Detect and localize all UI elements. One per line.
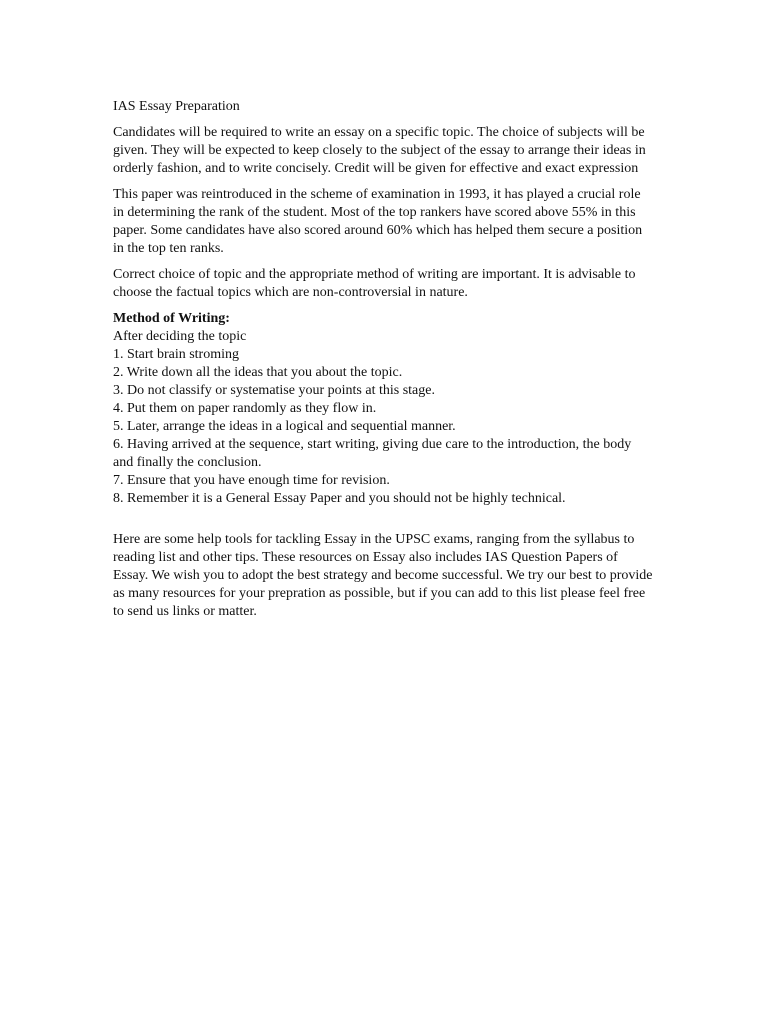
method-step: 2. Write down all the ideas that you about the topic. bbox=[113, 365, 403, 380]
method-step: 6. Having arrived at the sequence, start writing, giving due care to the introduction, the body and finally the conclusion. bbox=[113, 437, 632, 470]
method-heading: Method of Writing: bbox=[113, 311, 230, 326]
method-step: 8. Remember it is a General Essay Paper and you should not be highly technical. bbox=[113, 491, 566, 506]
method-step: 3. Do not classify or systematise your points at this stage. bbox=[113, 383, 435, 398]
document-page bbox=[113, 98, 653, 629]
paragraph-help-tools: Here are some help tools for tackling Essay in the UPSC exams, ranging from the syllabus to reading list and other tips. These resources on Essay also includes IAS Question Papers of Essay. We wish you to adopt the best strategy and become successful. We try our best to provide as many resources for your prepration as possible, but if you can add to this list please feel free to send us links or matter. bbox=[113, 532, 653, 619]
method-step: 4. Put them on paper randomly as they flow in. bbox=[113, 401, 377, 416]
method-step: 1. Start brain stroming bbox=[113, 347, 239, 362]
document-title: IAS Essay Preparation bbox=[113, 99, 240, 114]
paragraph-paper-history: This paper was reintroduced in the scheme of examination in 1993, it has played a crucial role in determining the rank of the student. Most of the top rankers have scored above 55% in this paper. Some candidates have also scored around 60% which has helped them secure a position in the top ten ranks. bbox=[113, 187, 643, 256]
method-step: 7. Ensure that you have enough time for revision. bbox=[113, 473, 390, 488]
method-intro: After deciding the topic bbox=[113, 329, 247, 344]
paragraph-topic-choice: Correct choice of topic and the appropriate method of writing are important. It is advisable to choose the factual topics which are non-controversial in nature. bbox=[113, 267, 636, 300]
method-step: 5. Later, arrange the ideas in a logical and sequential manner. bbox=[113, 419, 456, 434]
method-of-writing-section bbox=[113, 310, 653, 508]
method-steps-list bbox=[113, 346, 653, 508]
paragraph-essay-requirements: Candidates will be required to write an essay on a specific topic. The choice of subjects will be given. They will be expected to keep closely to the subject of the essay to arrange their ideas in orderly fashion, and to write concisely. Credit will be given for effective and exact expression bbox=[113, 125, 646, 176]
